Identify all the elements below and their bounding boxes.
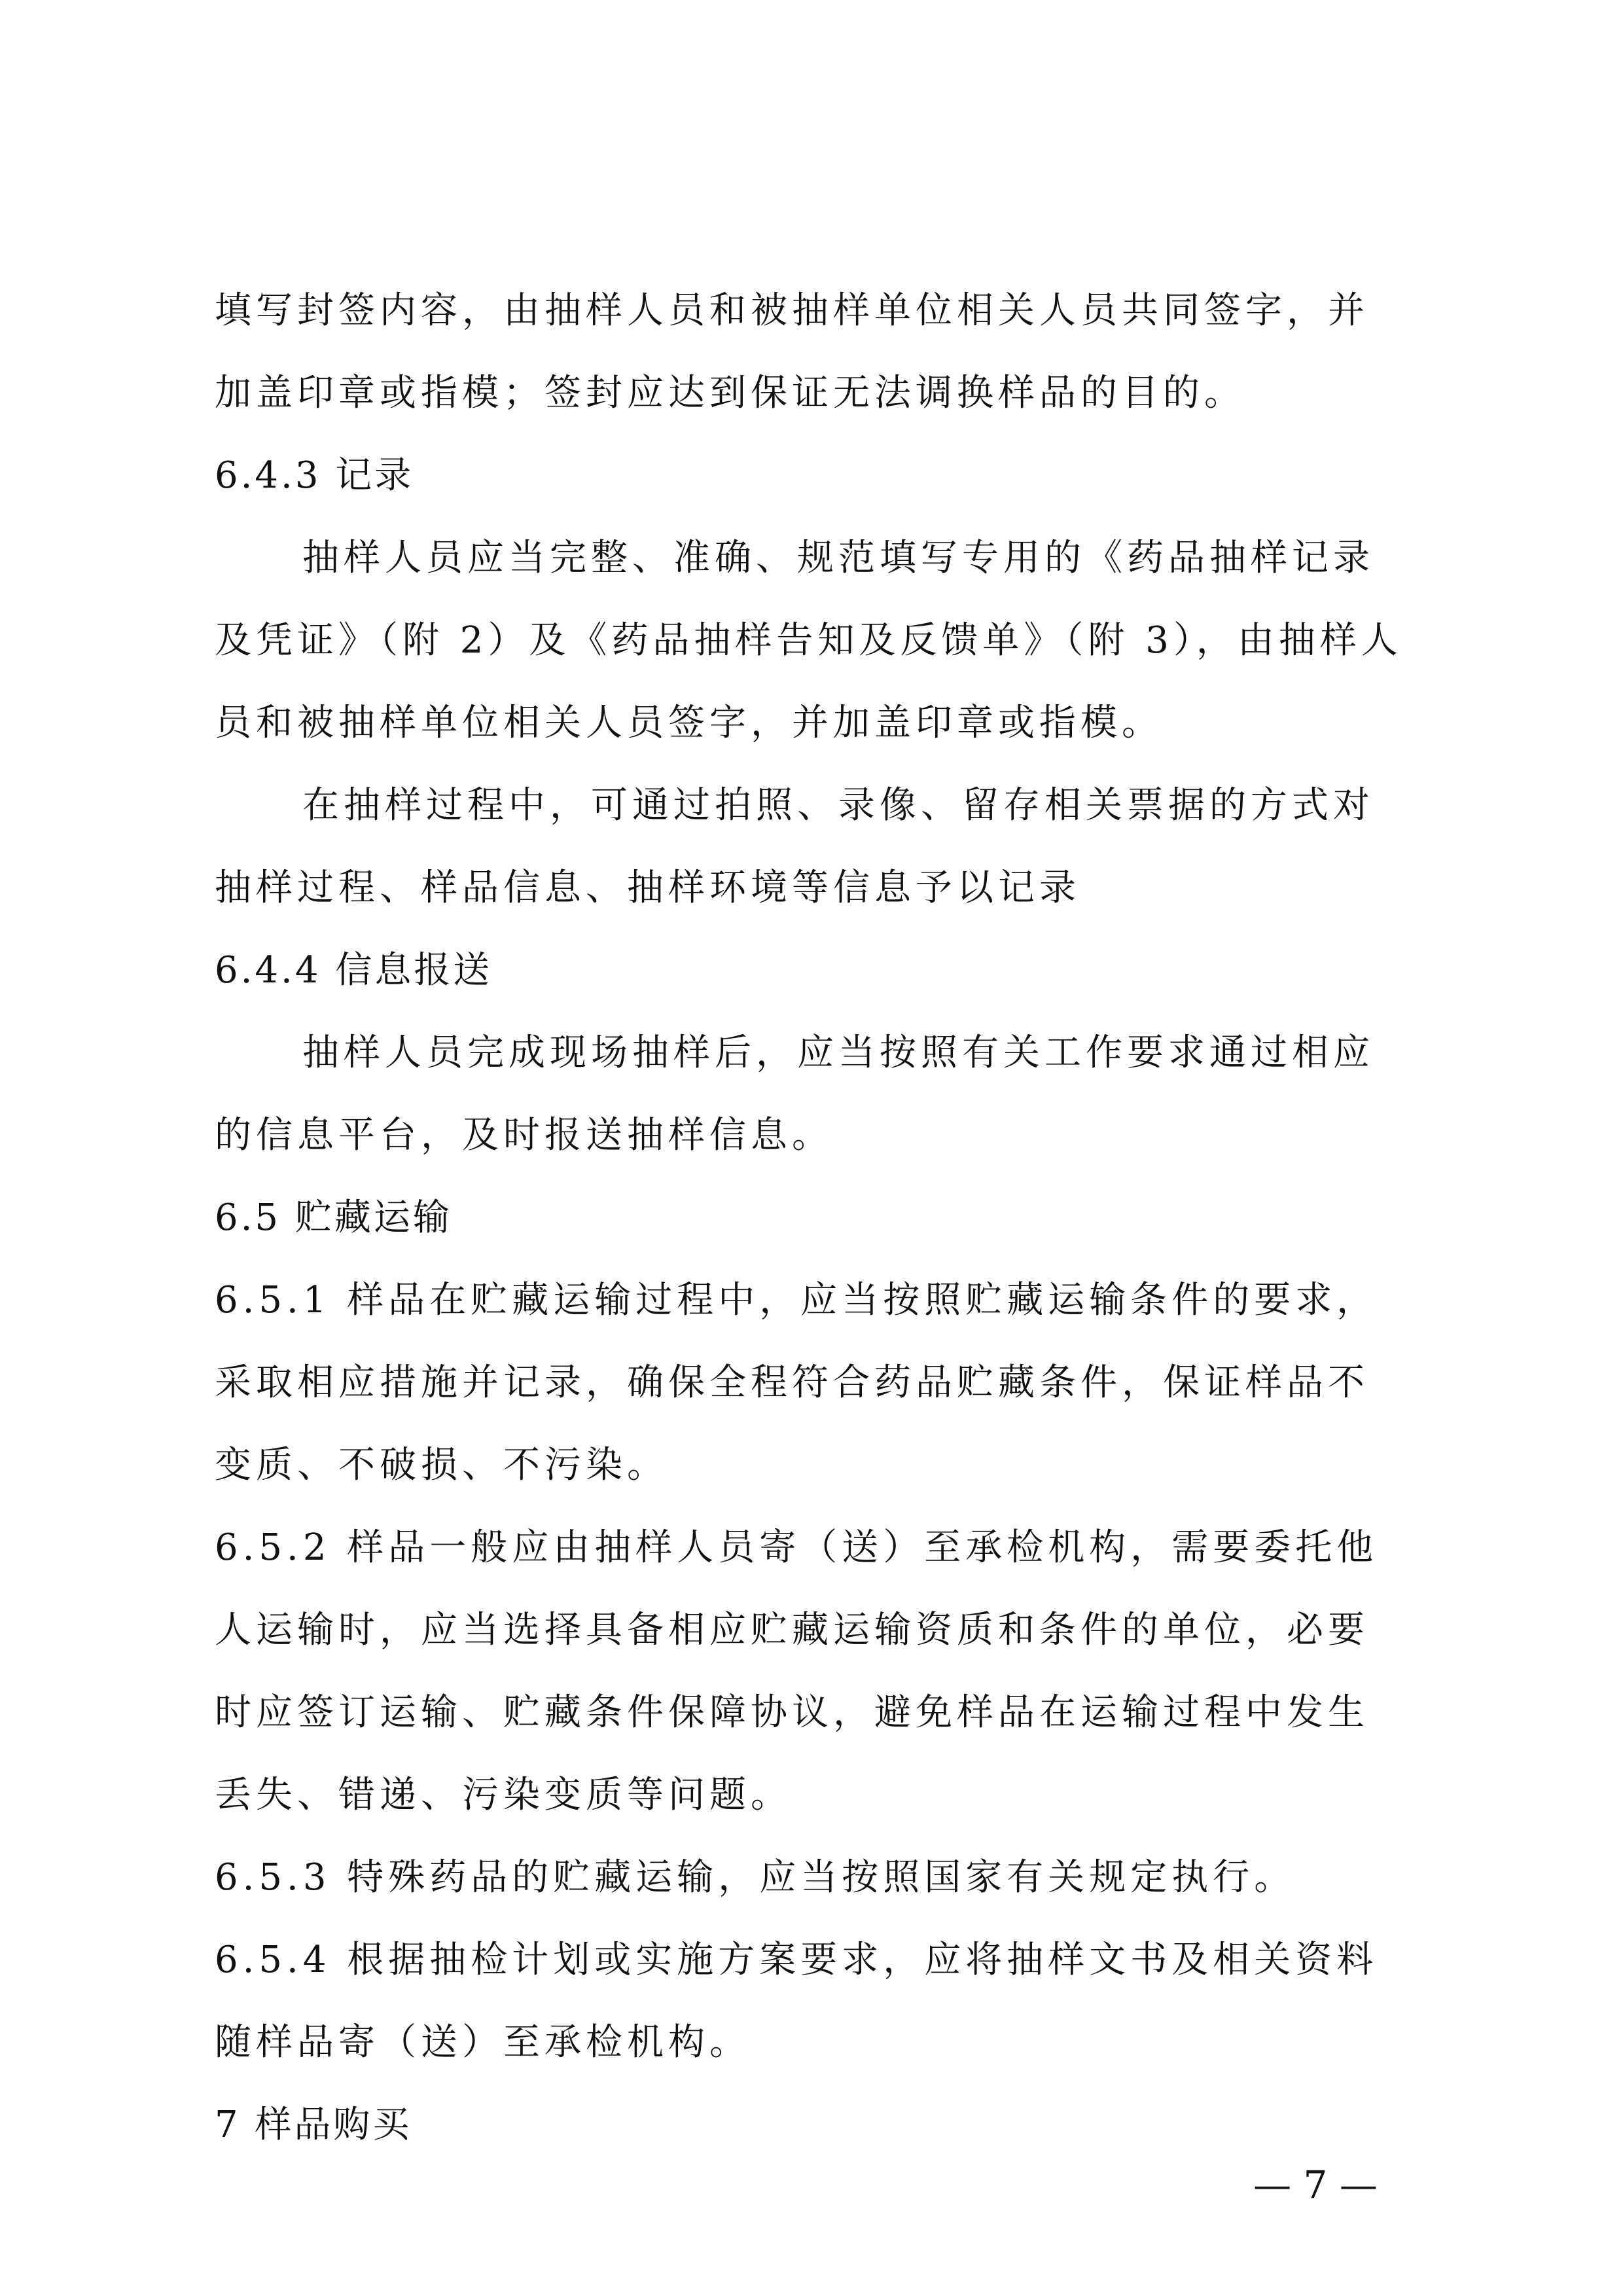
paragraph-line: 的信息平台，及时报送抽样信息。 <box>215 1114 833 1157</box>
section-heading-6-4-4: 6.4.4 信息报送 <box>215 949 493 992</box>
body-text <box>215 270 1412 2166</box>
paragraph-line: 随样品寄（送）至承检机构。 <box>215 2021 751 2064</box>
clause-line-6-5-3: 6.5.3 特殊药品的贮藏运输，应当按照国家有关规定执行。 <box>215 1856 1296 1899</box>
section-heading-6-4-3: 6.4.3 记录 <box>215 454 414 497</box>
page-number: — 7 — <box>1253 2162 1378 2207</box>
paragraph-line: 加盖印章或指模；签封应达到保证无法调换样品的目的。 <box>215 372 1245 414</box>
paragraph-line: 及凭证》（附 2）及《药品抽样告知及反馈单》（附 3），由抽样人 <box>215 619 1402 662</box>
paragraph-line: 人运输时，应当选择具备相应贮藏运输资质和条件的单位，必要 <box>215 1609 1369 1651</box>
section-heading-6-5: 6.5 贮藏运输 <box>215 1196 452 1239</box>
paragraph-line: 抽样过程、样品信息、抽样环境等信息予以记录 <box>215 867 1080 909</box>
paragraph-line: 填写封签内容，由抽样人员和被抽样单位相关人员共同签字，并 <box>215 289 1369 332</box>
paragraph-line: 变质、不破损、不污染。 <box>215 1444 668 1486</box>
clause-line-6-5-2: 6.5.2 样品一般应由抽样人员寄（送）至承检机构，需要委托他 <box>215 1526 1378 1569</box>
section-heading-7: 7 样品购买 <box>215 2104 412 2146</box>
paragraph-line: 员和被抽样单位相关人员签字，并加盖印章或指模。 <box>215 702 1163 744</box>
paragraph-line: 在抽样过程中，可通过拍照、录像、留存相关票据的方式对 <box>302 784 1374 827</box>
paragraph-line: 抽样人员应当完整、准确、规范填写专用的《药品抽样记录 <box>302 537 1374 579</box>
clause-line-6-5-1: 6.5.1 样品在贮藏运输过程中，应当按照贮藏运输条件的要求， <box>215 1279 1378 1321</box>
paragraph-line: 时应签订运输、贮藏条件保障协议，避免样品在运输过程中发生 <box>215 1691 1369 1734</box>
paragraph-line: 采取相应措施并记录，确保全程符合药品贮藏条件，保证样品不 <box>215 1361 1369 1404</box>
paragraph-line: 丢失、错递、污染变质等问题。 <box>215 1774 792 1816</box>
clause-line-6-5-4: 6.5.4 根据抽检计划或实施方案要求，应将抽样文书及相关资料 <box>215 1939 1378 1981</box>
paragraph-line: 抽样人员完成现场抽样后，应当按照有关工作要求通过相应 <box>302 1031 1374 1074</box>
